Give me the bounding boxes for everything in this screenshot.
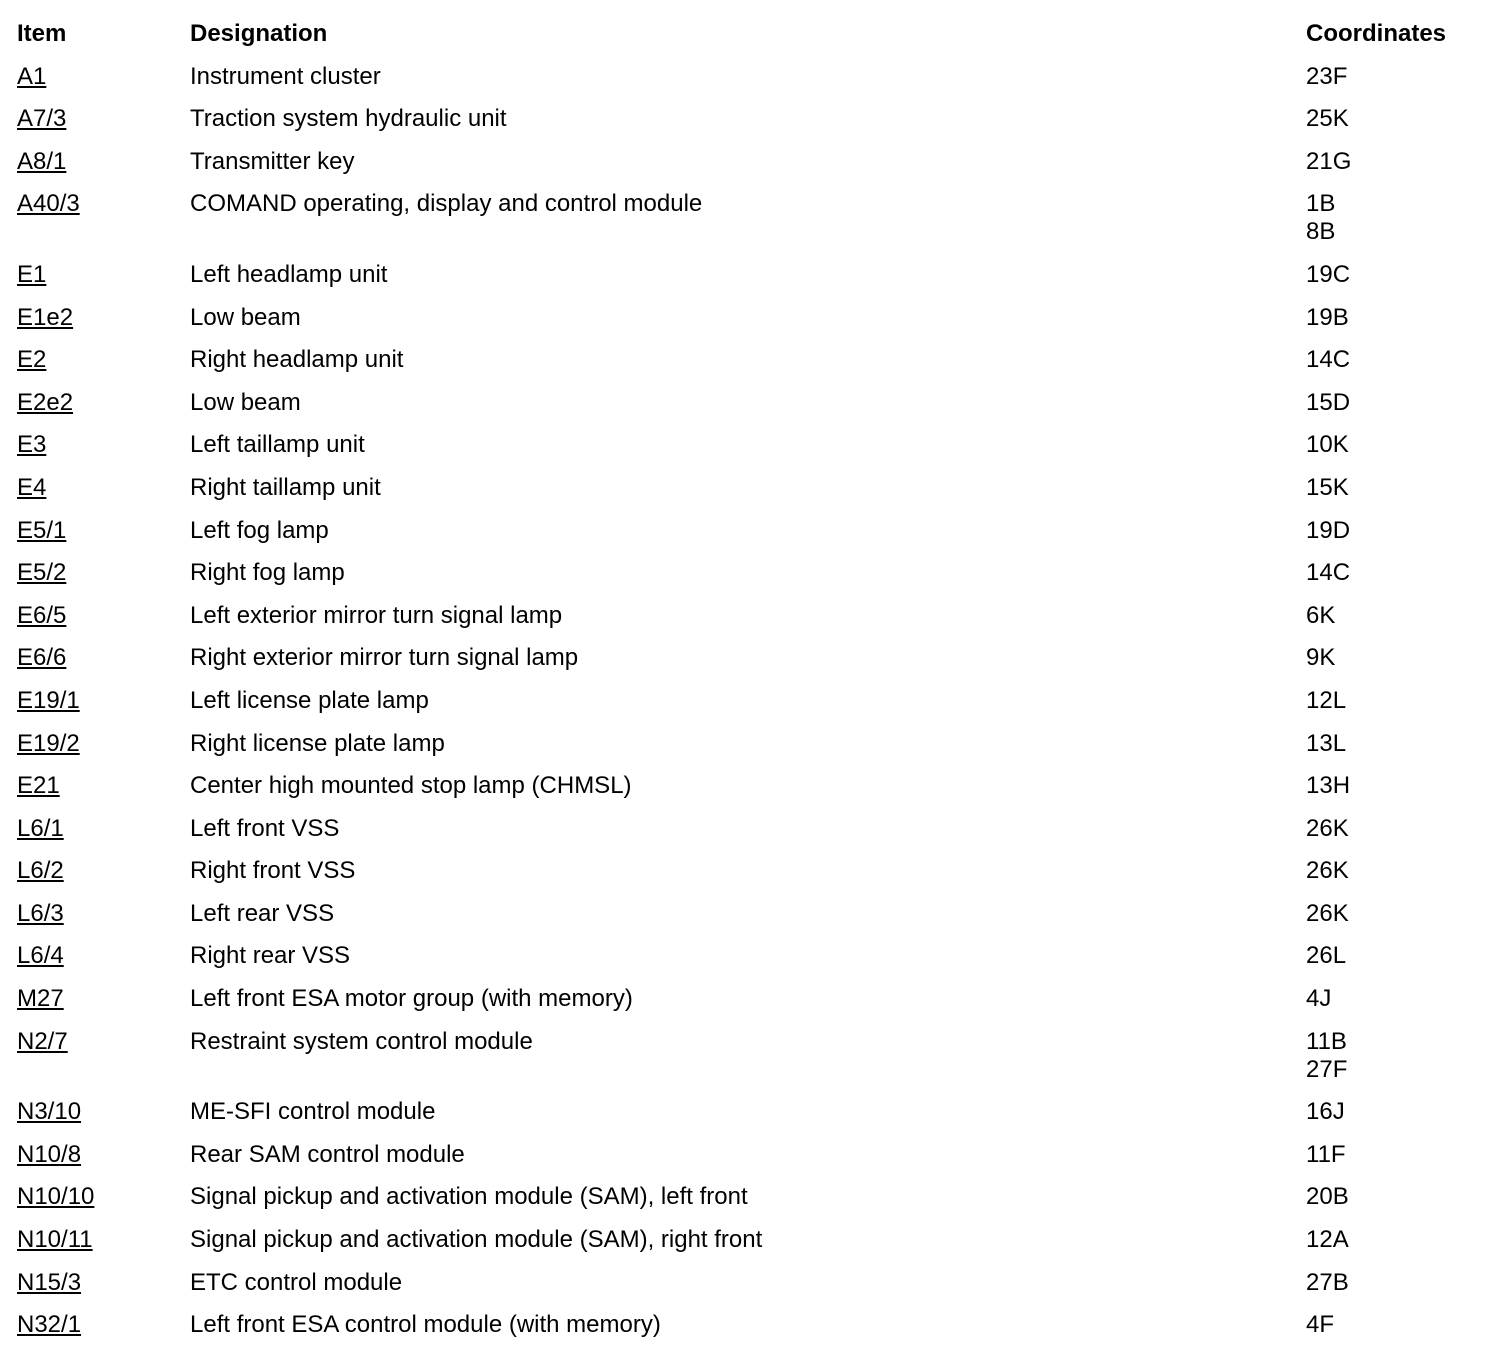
item-link[interactable]: N2/7: [17, 1027, 68, 1055]
designation-cell: COMAND operating, display and control module: [190, 190, 703, 218]
item-link[interactable]: E2: [17, 346, 47, 374]
coordinate-value: 1B: [1306, 190, 1336, 218]
table-row: [0, 257, 1504, 300]
table-row: [0, 1265, 1504, 1308]
coordinate-value: 12A: [1306, 1226, 1349, 1254]
item-link[interactable]: L6/4: [17, 942, 64, 970]
designation-cell: Left front ESA motor group (with memory): [190, 985, 633, 1013]
designation-cell: Low beam: [190, 303, 301, 331]
coordinates-cell: [1306, 63, 1504, 91]
designation-cell: Right license plate lamp: [190, 729, 445, 757]
coordinates-cell: [1306, 304, 1504, 332]
header-designation: Designation: [190, 20, 328, 47]
designation-cell: ETC control module: [190, 1268, 403, 1296]
coordinates-cell: [1306, 431, 1504, 459]
coordinates-cell: [1306, 1183, 1504, 1211]
coordinate-value: 27F: [1306, 1055, 1348, 1083]
designation-cell: Left headlamp unit: [190, 260, 388, 288]
item-cell: [0, 63, 190, 91]
table-row: [0, 342, 1504, 385]
table-row: [0, 1307, 1504, 1350]
coordinates-cell: [1306, 261, 1504, 289]
coordinate-value: 4J: [1306, 985, 1332, 1013]
coordinate-value: 19C: [1306, 260, 1351, 288]
coordinate-value: 27B: [1306, 1268, 1349, 1296]
item-cell: [0, 346, 190, 374]
table-row: [0, 853, 1504, 896]
designation-cell: Signal pickup and activation module (SAM), right front: [190, 1226, 763, 1254]
item-link[interactable]: N3/10: [17, 1098, 82, 1126]
table-header: [0, 16, 1504, 59]
coordinates-cell: [1306, 517, 1504, 545]
item-cell: [0, 602, 190, 630]
item-link[interactable]: L6/1: [17, 814, 64, 842]
coordinates-cell: [1306, 815, 1504, 843]
item-cell: [0, 148, 190, 176]
item-cell: [0, 190, 190, 218]
table-row: [0, 683, 1504, 726]
item-link[interactable]: E5/2: [17, 559, 67, 587]
designation-cell: Left taillamp unit: [190, 431, 365, 459]
coordinates-cell: [1306, 559, 1504, 587]
item-cell: [0, 1183, 190, 1211]
item-link[interactable]: E6/5: [17, 601, 67, 629]
coordinate-value: 15K: [1306, 473, 1349, 501]
item-cell: [0, 559, 190, 587]
coordinate-value: 14C: [1306, 346, 1351, 374]
coordinates-cell: [1306, 1226, 1504, 1254]
coordinate-value: 13H: [1306, 772, 1351, 800]
coordinates-cell: [1306, 346, 1504, 374]
coordinate-value: 26K: [1306, 857, 1349, 885]
item-link[interactable]: E2e2: [17, 388, 74, 416]
designation-cell: Right fog lamp: [190, 559, 345, 587]
coordinates-cell: [1306, 602, 1504, 630]
coordinate-value: 11F: [1306, 1140, 1346, 1168]
coordinate-value: 9K: [1306, 644, 1336, 672]
item-cell: [0, 1226, 190, 1254]
item-cell: [0, 261, 190, 289]
table-row: [0, 1222, 1504, 1265]
coordinates-cell: [1306, 985, 1504, 1013]
table-row: [0, 598, 1504, 641]
coordinate-value: 4F: [1306, 1311, 1335, 1339]
item-cell: [0, 1269, 190, 1297]
table-row: [0, 101, 1504, 144]
coordinates-cell: [1306, 687, 1504, 715]
item-cell: [0, 105, 190, 133]
item-cell: [0, 644, 190, 672]
item-link[interactable]: E21: [17, 772, 60, 800]
item-link[interactable]: L6/3: [17, 899, 64, 927]
item-cell: [0, 1311, 190, 1339]
coordinates-cell: [1306, 942, 1504, 970]
table-row: [0, 768, 1504, 811]
coordinate-value: 10K: [1306, 431, 1349, 459]
item-link[interactable]: E19/1: [17, 686, 80, 714]
designation-cell: Right rear VSS: [190, 942, 351, 970]
designation-cell: Left exterior mirror turn signal lamp: [190, 601, 563, 629]
coordinates-cell: [1306, 148, 1504, 176]
item-cell: [0, 431, 190, 459]
designation-cell: Right headlamp unit: [190, 346, 404, 374]
designation-cell: Rear SAM control module: [190, 1140, 465, 1168]
designation-cell: Right front VSS: [190, 857, 356, 885]
coordinates-cell: [1306, 190, 1504, 246]
table-row: [0, 427, 1504, 470]
table-row: [0, 513, 1504, 556]
coordinates-cell: [1306, 474, 1504, 502]
item-link[interactable]: M27: [17, 985, 64, 1013]
designation-cell: Right exterior mirror turn signal lamp: [190, 644, 579, 672]
coordinates-cell: [1306, 772, 1504, 800]
item-cell: [0, 730, 190, 758]
coordinate-value: 26L: [1306, 942, 1347, 970]
table-row: [0, 1094, 1504, 1137]
item-cell: [0, 857, 190, 885]
item-link[interactable]: A40/3: [17, 190, 80, 218]
item-cell: [0, 1098, 190, 1126]
coordinate-value: 25K: [1306, 105, 1349, 133]
item-link[interactable]: A1: [17, 62, 47, 90]
table-row: [0, 385, 1504, 428]
coordinate-value: 15D: [1306, 388, 1351, 416]
item-link[interactable]: E4: [17, 473, 47, 501]
coordinate-value: 19D: [1306, 516, 1351, 544]
designation-cell: Left rear VSS: [190, 899, 335, 927]
designation-cell: Left license plate lamp: [190, 686, 429, 714]
item-cell: [0, 942, 190, 970]
designation-cell: Low beam: [190, 388, 301, 416]
item-cell: [0, 985, 190, 1013]
coordinates-cell: [1306, 1098, 1504, 1126]
item-link[interactable]: N15/3: [17, 1268, 82, 1296]
item-link[interactable]: E1: [17, 260, 47, 288]
component-table: [0, 16, 1504, 1350]
table-row: [0, 981, 1504, 1024]
coordinate-value: 26K: [1306, 814, 1349, 842]
item-link[interactable]: N10/10: [17, 1183, 95, 1211]
table-row: [0, 1137, 1504, 1180]
designation-cell: ME-SFI control module: [190, 1098, 436, 1126]
header-item: Item: [17, 20, 67, 47]
coordinates-cell: [1306, 644, 1504, 672]
table-row: [0, 1179, 1504, 1222]
coordinate-value: 26K: [1306, 899, 1349, 927]
item-link[interactable]: E6/6: [17, 644, 67, 672]
item-link[interactable]: N10/11: [17, 1226, 93, 1254]
coordinates-cell: [1306, 105, 1504, 133]
coordinate-value: 20B: [1306, 1183, 1349, 1211]
table-row: [0, 896, 1504, 939]
coordinate-value: 23F: [1306, 62, 1348, 90]
coordinate-value: 8B: [1306, 218, 1336, 246]
coordinate-value: 12L: [1306, 686, 1347, 714]
item-link[interactable]: A8/1: [17, 147, 67, 175]
item-cell: [0, 1141, 190, 1169]
table-row: [0, 144, 1504, 187]
item-cell: [0, 474, 190, 502]
table-row: [0, 726, 1504, 769]
coordinate-value: 6K: [1306, 601, 1336, 629]
coordinate-value: 11B: [1306, 1027, 1347, 1055]
table-row: [0, 186, 1504, 257]
designation-cell: Instrument cluster: [190, 62, 381, 90]
coordinates-cell: [1306, 1269, 1504, 1297]
coordinates-cell: [1306, 1141, 1504, 1169]
designation-cell: Restraint system control module: [190, 1027, 533, 1055]
table-row: [0, 811, 1504, 854]
coordinate-value: 16J: [1306, 1098, 1345, 1126]
item-link[interactable]: E1e2: [17, 303, 74, 331]
designation-cell: Right taillamp unit: [190, 473, 381, 501]
coordinates-cell: [1306, 1028, 1504, 1084]
coordinates-cell: [1306, 389, 1504, 417]
item-cell: [0, 1028, 190, 1056]
item-cell: [0, 900, 190, 928]
header-coordinates: Coordinates: [1306, 20, 1447, 47]
item-link[interactable]: E3: [17, 431, 47, 459]
table-row: [0, 470, 1504, 513]
coordinate-value: 21G: [1306, 147, 1352, 175]
table-row: [0, 555, 1504, 598]
designation-cell: Left front VSS: [190, 814, 340, 842]
table-body: [0, 59, 1504, 1350]
item-cell: [0, 517, 190, 545]
designation-cell: Left front ESA control module (with memory): [190, 1311, 661, 1339]
coordinates-cell: [1306, 900, 1504, 928]
item-link[interactable]: E19/2: [17, 729, 80, 757]
item-cell: [0, 687, 190, 715]
designation-cell: Left fog lamp: [190, 516, 329, 544]
item-cell: [0, 772, 190, 800]
designation-cell: Transmitter key: [190, 147, 355, 175]
designation-cell: Traction system hydraulic unit: [190, 105, 507, 133]
item-link[interactable]: A7/3: [17, 105, 67, 133]
item-link[interactable]: L6/2: [17, 857, 64, 885]
coordinates-cell: [1306, 857, 1504, 885]
coordinates-cell: [1306, 730, 1504, 758]
coordinate-value: 19B: [1306, 303, 1349, 331]
table-row: [0, 938, 1504, 981]
item-link[interactable]: N32/1: [17, 1311, 82, 1339]
coordinate-value: 14C: [1306, 559, 1351, 587]
item-cell: [0, 389, 190, 417]
coordinates-cell: [1306, 1311, 1504, 1339]
designation-cell: Signal pickup and activation module (SAM), left front: [190, 1183, 748, 1211]
item-cell: [0, 304, 190, 332]
item-cell: [0, 815, 190, 843]
item-link[interactable]: E5/1: [17, 516, 67, 544]
designation-cell: Center high mounted stop lamp (CHMSL): [190, 772, 632, 800]
table-row: [0, 300, 1504, 343]
coordinate-value: 13L: [1306, 729, 1347, 757]
item-link[interactable]: N10/8: [17, 1140, 82, 1168]
table-row: [0, 640, 1504, 683]
table-row: [0, 59, 1504, 102]
table-row: [0, 1024, 1504, 1095]
